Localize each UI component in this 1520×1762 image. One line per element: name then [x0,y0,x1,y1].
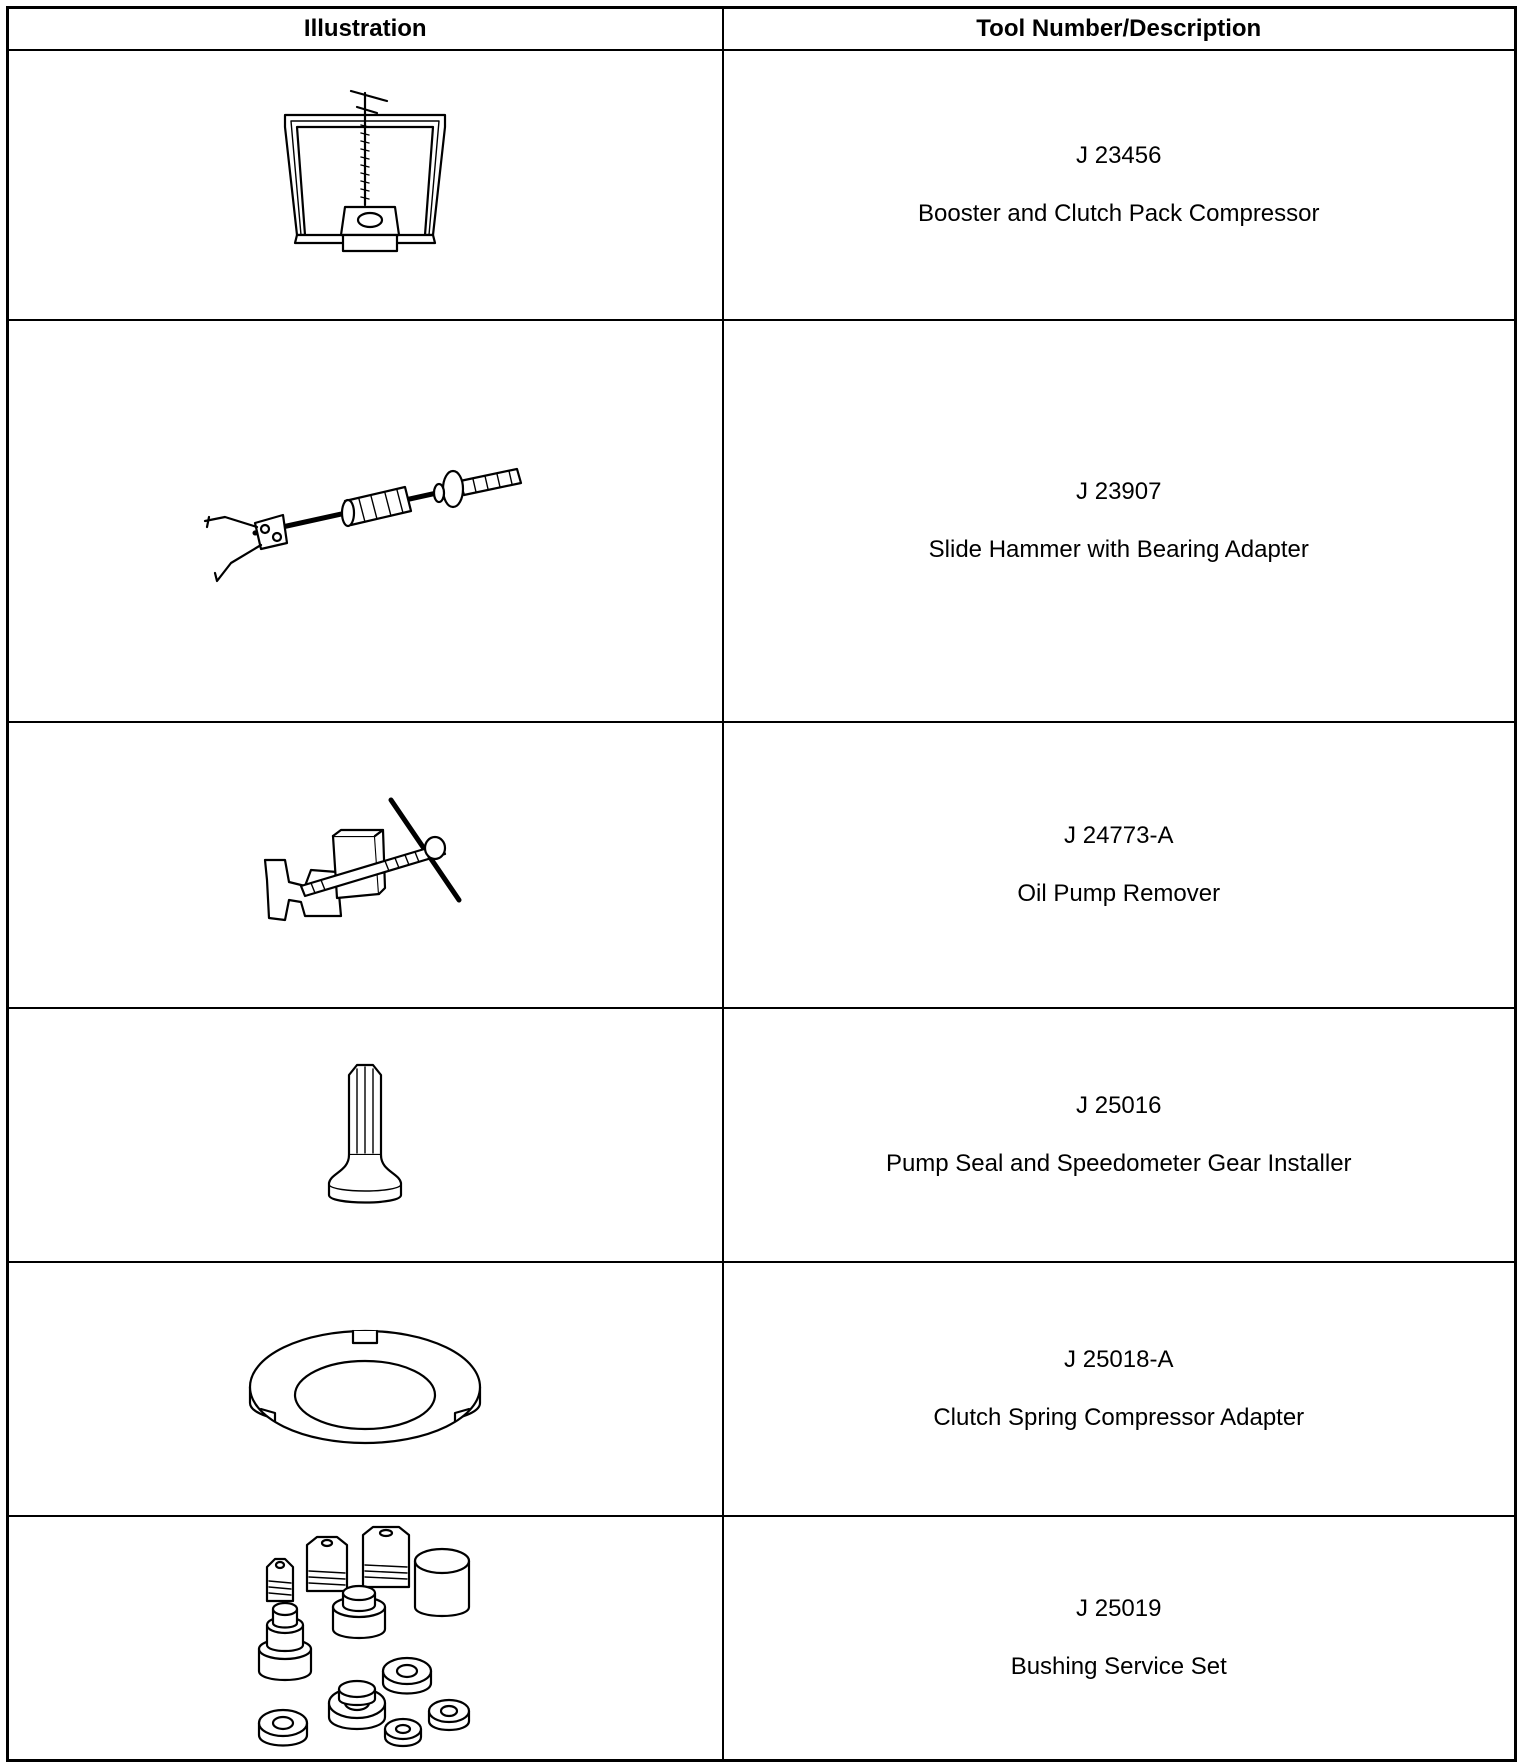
oil-pump-remover-icon [245,790,485,940]
tool-number: J 24773-A [1064,822,1174,849]
description-cell [723,50,1516,320]
header-illustration: Illustration [8,8,723,51]
table-row [8,1262,1516,1516]
clutch-pack-compressor-icon [265,85,465,285]
tool-number: J 23456 [1076,142,1162,169]
illustration-cell [8,1516,723,1760]
description-cell [723,1516,1516,1760]
description-cell [723,722,1516,1008]
table-row [8,1008,1516,1262]
bushing-set-icon [245,1521,485,1755]
illustration-cell [8,1008,723,1262]
tool-description: Clutch Spring Compressor Adapter [933,1404,1305,1431]
tool-description: Bushing Service Set [1010,1652,1227,1680]
tool-description: Booster and Clutch Pack Compressor [917,200,1320,227]
header-row [8,8,1516,51]
tool-number: J 23907 [1076,478,1162,505]
illustration-cell [8,320,723,722]
tool-description: Slide Hammer with Bearing Adapter [928,536,1309,563]
table-row [8,1516,1516,1760]
illustration-cell [8,1262,723,1516]
description-cell [723,1262,1516,1516]
tool-number: J 25016 [1076,1092,1162,1119]
tool-number: J 25018-A [1064,1346,1174,1373]
illustration-cell [8,722,723,1008]
compressor-adapter-icon [235,1309,495,1469]
description-cell [723,1008,1516,1262]
tool-number: J 25019 [1076,1594,1162,1622]
illustration-cell [8,50,723,320]
tool-description: Oil Pump Remover [1017,880,1221,907]
table-row [8,320,1516,722]
slide-hammer-icon [195,451,535,591]
table-row [8,50,1516,320]
tool-description: Pump Seal and Speedometer Gear Installer [885,1150,1352,1177]
description-cell [723,320,1516,722]
header-tool-number: Tool Number/Description [723,8,1516,51]
special-tools-table [6,6,1517,1762]
table-row [8,722,1516,1008]
seal-installer-icon [305,1055,425,1215]
